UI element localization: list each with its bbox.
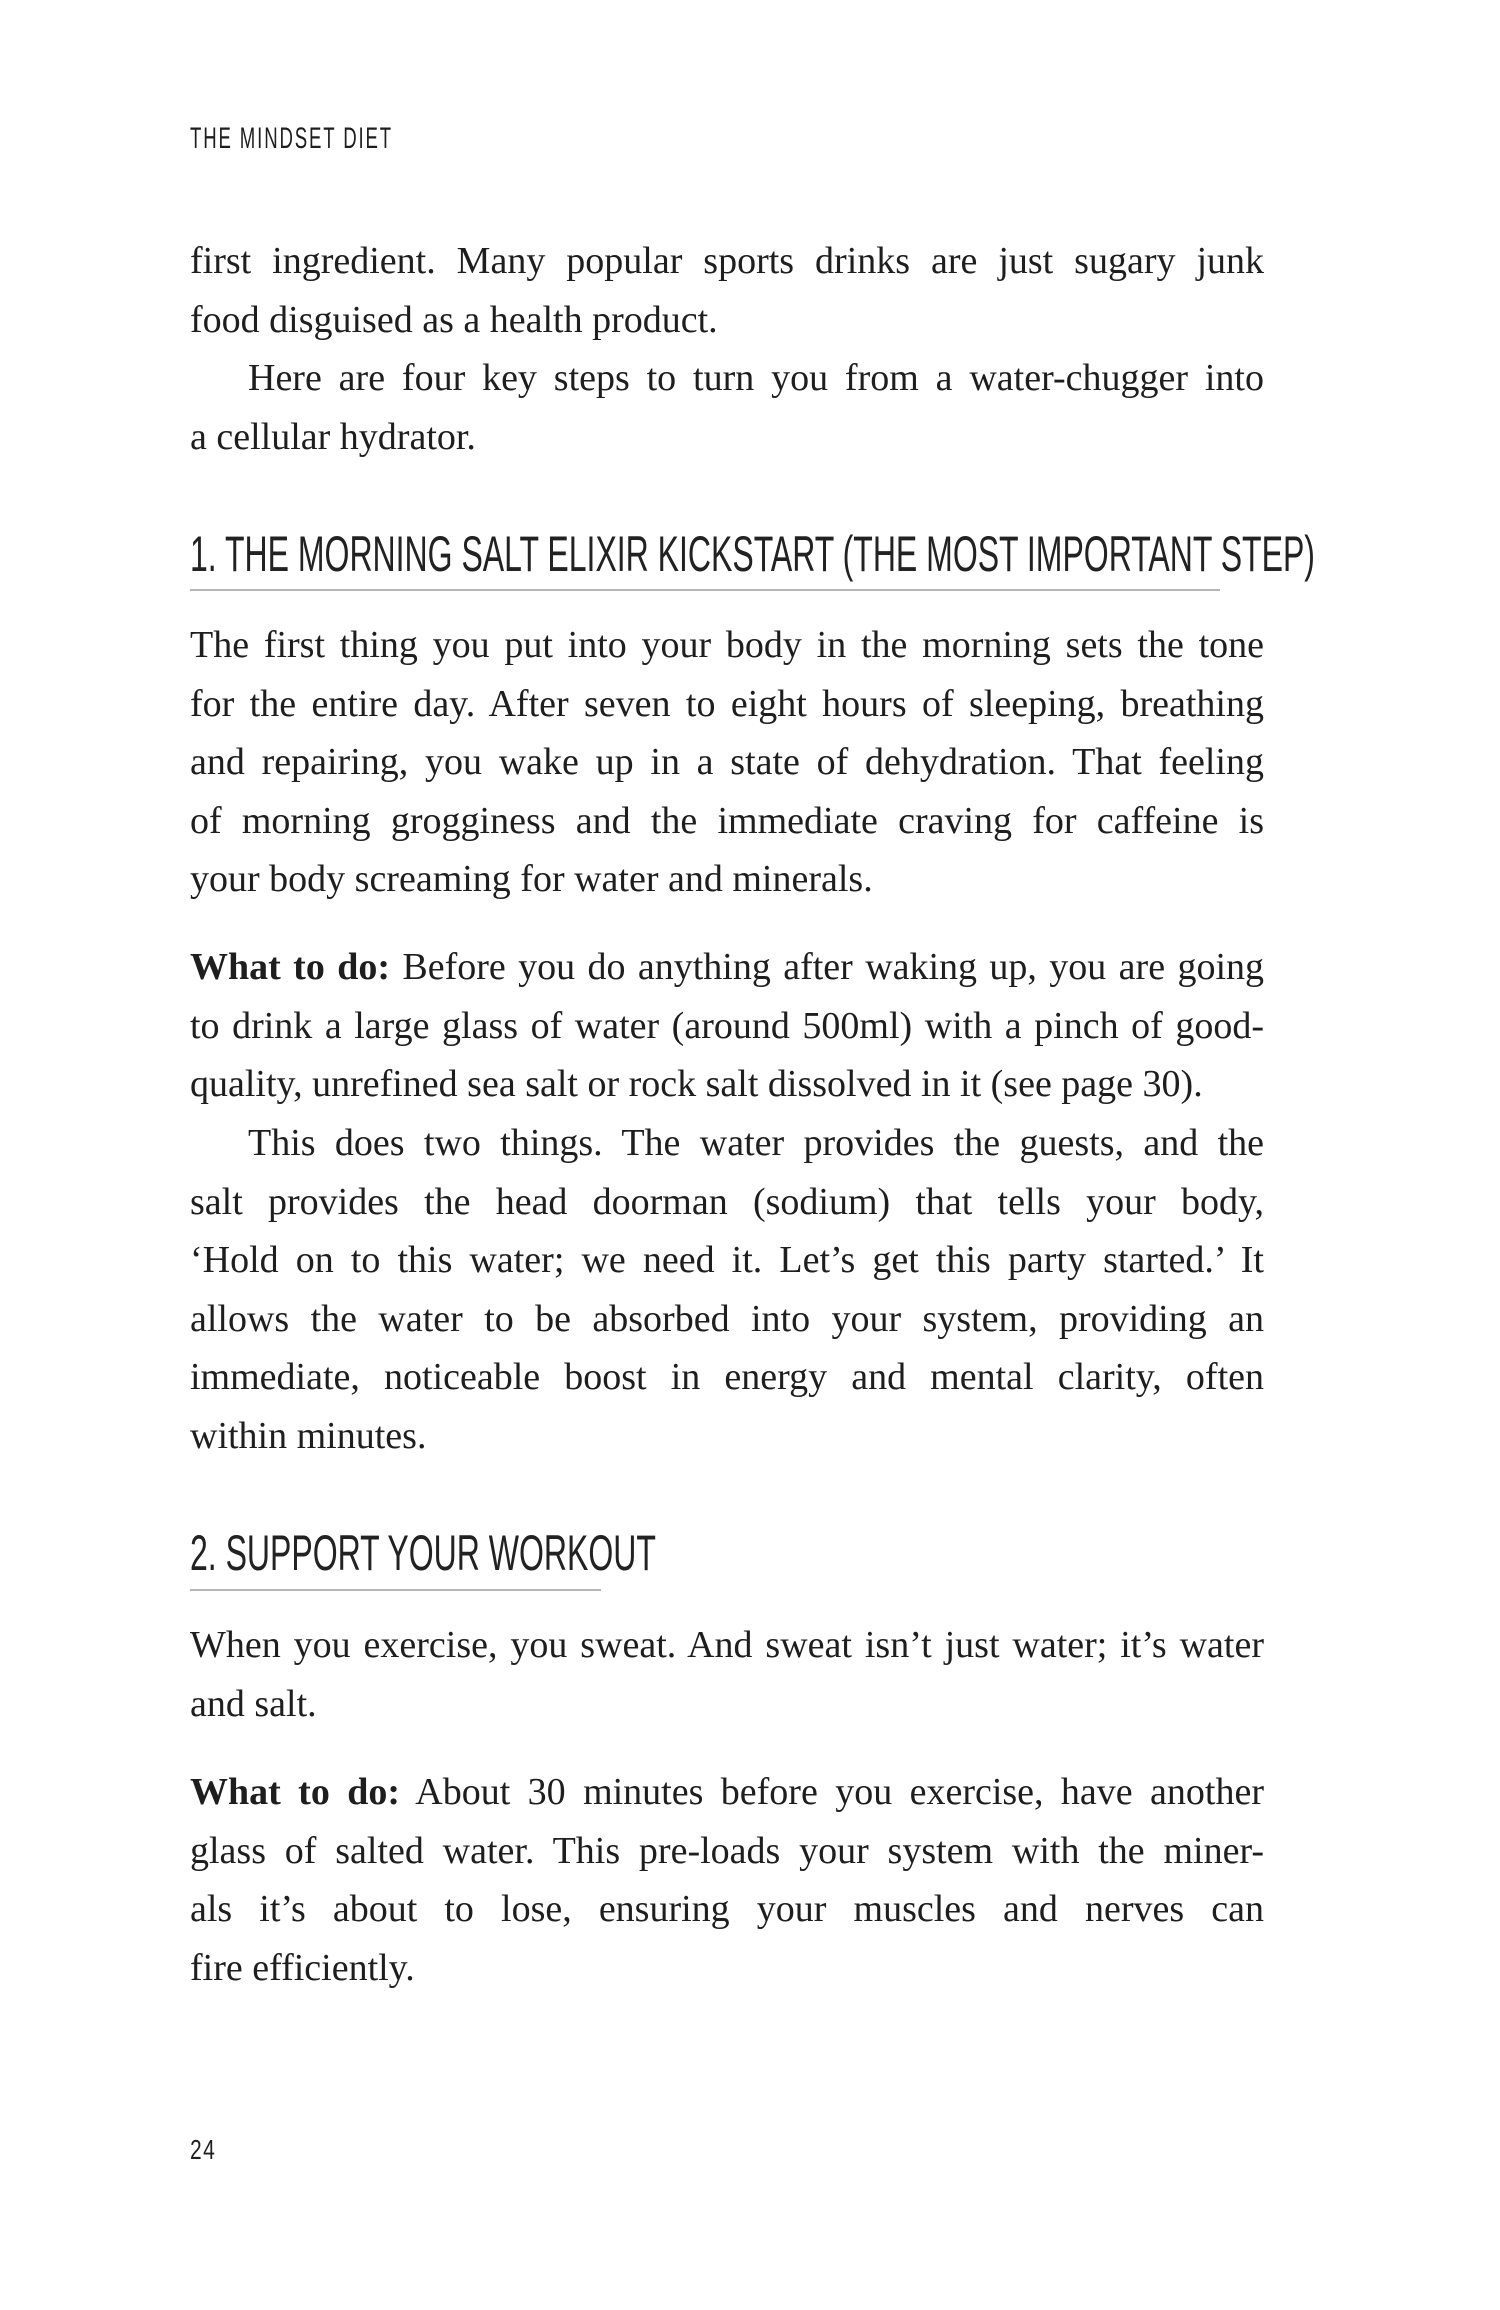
running-head: THE MINDSET DIET (190, 122, 394, 155)
intro-paragraph (190, 232, 1264, 466)
section2-what-to-do (190, 1763, 1264, 1997)
what-to-do-label: What to do: (190, 946, 390, 988)
text-line: quality, unrefined sea salt or rock salt dissolved in it (see page 30). (190, 1063, 1203, 1106)
text-line: to drink a large glass of water (around 500ml) with a pinch of good- (190, 1004, 1264, 1047)
section1-what-to-do (190, 938, 1264, 1114)
text-line: This does two things. The water provides the guests, and the (248, 1122, 1264, 1164)
text-line: first ingredient. Many popular sports drinks are just sugary junk (190, 240, 1264, 282)
text-line: a cellular hydrator. (190, 415, 476, 458)
page-number: 24 (190, 2134, 217, 2165)
heading-rule (190, 1589, 601, 1591)
text-line: salt provides the head doorman (sodium) that tells your body, (190, 1180, 1264, 1223)
section1-paragraph-2 (190, 1114, 1264, 1466)
text-line: Before you do anything after waking up, you are going (402, 946, 1264, 988)
text-line: fire efficiently. (190, 1946, 415, 1989)
text-line: allows the water to be absorbed into your system, providing an (190, 1297, 1264, 1340)
text-line: for the entire day. After seven to eight hours of sleeping, breathing (190, 682, 1264, 725)
text-line: of morning grogginess and the immediate craving for caffeine is (190, 799, 1264, 842)
section-heading-2: 2. SUPPORT YOUR WORKOUT (190, 1525, 656, 1581)
text-line: within minutes. (190, 1414, 427, 1457)
text-line: About 30 minutes before you exercise, have another (415, 1771, 1264, 1813)
text-line: The first thing you put into your body in the morning sets the tone (190, 624, 1264, 666)
text-line: Here are four key steps to turn you from a water-chugger into (248, 357, 1264, 400)
text-line: ‘Hold on to this water; we need it. Let’s get this party started.’ It (190, 1239, 1264, 1282)
text-line: immediate, noticeable boost in energy and mental clarity, often (190, 1356, 1264, 1399)
text-line: als it’s about to lose, ensuring your muscles and nerves can (190, 1888, 1264, 1931)
what-to-do-label: What to do: (190, 1771, 400, 1813)
section1-paragraph-1 (190, 616, 1264, 909)
text-line: and repairing, you wake up in a state of dehydration. That feeling (190, 741, 1264, 784)
heading-rule (190, 589, 1220, 591)
text-line: your body screaming for water and minerals. (190, 858, 873, 901)
text-line: glass of salted water. This pre-loads your system with the miner- (190, 1829, 1264, 1872)
text-line: When you exercise, you sweat. And sweat isn’t just water; it’s water (190, 1624, 1264, 1666)
text-line: and salt. (190, 1682, 317, 1725)
section-heading-1: 1. THE MORNING SALT ELIXIR KICKSTART (THE MOST IMPORTANT STEP) (190, 526, 1315, 582)
section2-paragraph-1 (190, 1616, 1264, 1733)
text-line: food disguised as a health product. (190, 298, 718, 341)
